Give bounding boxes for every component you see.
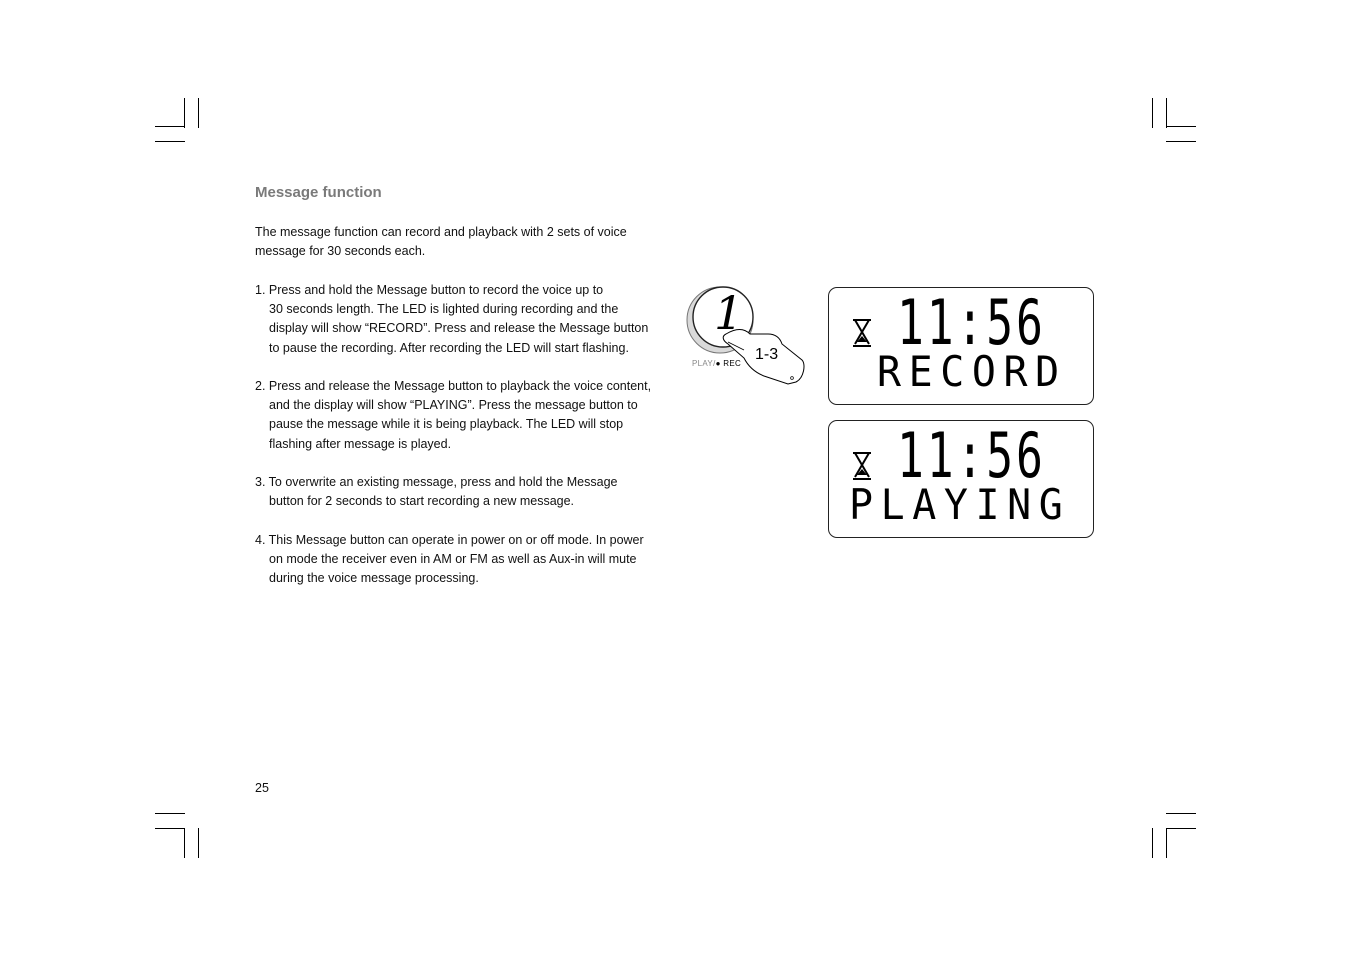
crop-mark (198, 828, 199, 858)
button-number: 1 (714, 286, 744, 340)
crop-mark (1166, 98, 1167, 128)
crop-mark (1166, 126, 1196, 127)
play-label: PLAY/ (692, 359, 716, 368)
crop-mark (184, 98, 185, 128)
lcd-status-text: RECORD (877, 347, 1067, 396)
step-line: flashing after message is played. (269, 436, 452, 451)
step-line: 30 seconds length. The LED is lighted during recording and the (269, 302, 619, 317)
page-number: 25 (255, 781, 269, 795)
intro-line: The message function can record and playback with 2 sets of voice (255, 225, 627, 239)
rec-label: ● REC (715, 359, 742, 368)
step-line: to pause the recording. After recording the LED will start flashing. (269, 340, 629, 355)
lcd-time: 11:56 (897, 419, 1046, 492)
crop-mark (155, 126, 185, 127)
step-3 (255, 473, 675, 511)
message-button-drawing (684, 284, 814, 394)
message-button-illustration (684, 284, 814, 394)
play-rec-label (692, 359, 741, 368)
intro-paragraph (255, 223, 675, 261)
step-lead: 4. This Message button can operate in power on or off mode. In power (255, 533, 644, 547)
step-line: and the display will show “PLAYING”. Press the message button to (269, 398, 638, 413)
lcd-display-record (828, 287, 1094, 405)
lcd-status-text: PLAYING (849, 480, 1071, 529)
crop-mark (184, 828, 185, 858)
step-line: display will show “RECORD”. Press and release the Message button (269, 321, 649, 336)
intro-line: message for 30 seconds each. (255, 244, 426, 259)
step-line: pause the message while it is being playback. The LED will stop (269, 417, 624, 432)
crop-mark (155, 141, 185, 142)
crop-mark (1152, 828, 1153, 858)
crop-mark (1166, 141, 1196, 142)
step-2 (255, 377, 685, 454)
crop-mark (198, 98, 199, 128)
crop-mark (1166, 828, 1167, 858)
crop-mark (155, 828, 185, 829)
lcd-time: 11:56 (897, 286, 1046, 359)
step-lead: 2. Press and release the Message button to playback the voice content, (255, 379, 652, 393)
crop-mark (1152, 98, 1153, 128)
step-1 (255, 281, 675, 358)
step-line: button for 2 seconds to start recording a new message. (269, 494, 575, 509)
crop-mark (155, 813, 185, 814)
crop-mark (1166, 828, 1196, 829)
step-line: during the voice message processing. (269, 571, 479, 586)
section-title: Message function (255, 184, 382, 201)
step-line: on mode the receiver even in AM or FM as well as Aux-in will mute (269, 552, 637, 567)
step-4 (255, 531, 675, 589)
step-range-label: 1-3 (755, 346, 779, 363)
crop-mark (1166, 813, 1196, 814)
step-lead: 1. Press and hold the Message button to record the voice up to (255, 283, 604, 297)
step-lead: 3. To overwrite an existing message, press and hold the Message (255, 475, 618, 489)
lcd-display-playing (828, 420, 1094, 538)
